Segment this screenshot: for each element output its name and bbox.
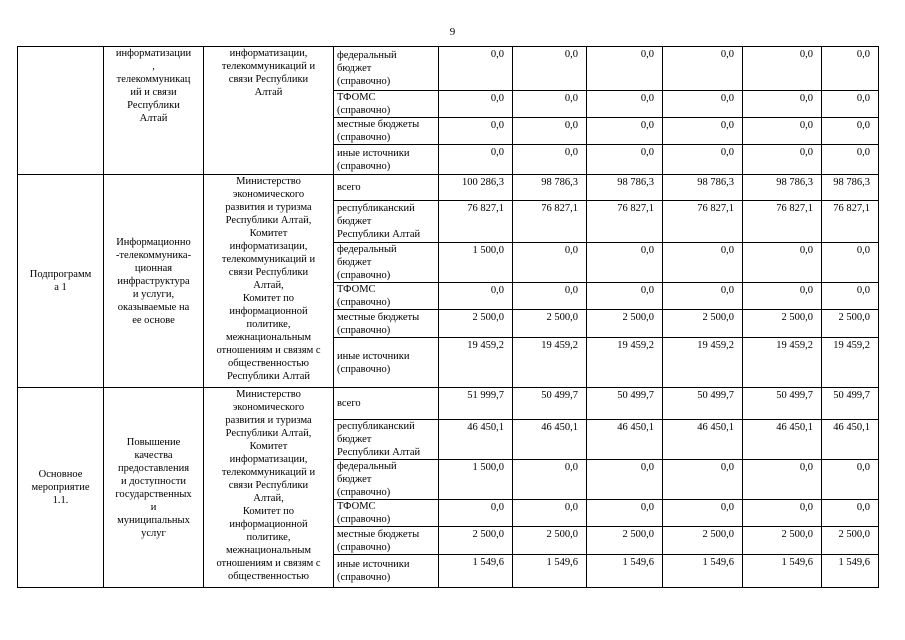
amount-cell: 98 786,3 — [743, 175, 822, 201]
amount-cell: 50 499,7 — [663, 388, 743, 420]
program-name-cell: Информационно -телекоммуника- ционная инфраструктура и услуги, оказываемые на ее основе — [104, 175, 204, 388]
amount-cell: 76 827,1 — [822, 201, 879, 243]
funding-source-cell: иные источники (справочно) — [334, 555, 439, 588]
executor-cell: Министерство экономического развития и туризма Республики Алтай, Комитет информатизации, телекоммуникаций и связи Республики Алтай, Комитет по информационной политике, межнациональным отношениям и связям с общественностью Республики Алтай — [204, 175, 334, 388]
amount-cell: 0,0 — [587, 91, 663, 118]
amount-cell: 0,0 — [587, 460, 663, 500]
amount-cell: 1 549,6 — [663, 555, 743, 588]
amount-cell: 1 549,6 — [439, 555, 513, 588]
amount-cell: 19 459,2 — [822, 338, 879, 388]
funding-source-cell: местные бюджеты (справочно) — [334, 310, 439, 338]
amount-cell: 1 549,6 — [743, 555, 822, 588]
amount-cell: 46 450,1 — [743, 420, 822, 460]
table-row — [18, 388, 879, 420]
amount-cell: 0,0 — [743, 500, 822, 527]
amount-cell: 1 549,6 — [822, 555, 879, 588]
program-level-cell: Основное мероприятие 1.1. — [18, 388, 104, 588]
amount-cell: 0,0 — [822, 47, 879, 91]
amount-cell: 2 500,0 — [513, 310, 587, 338]
amount-cell: 0,0 — [822, 91, 879, 118]
amount-cell: 19 459,2 — [439, 338, 513, 388]
page-number: 9 — [449, 26, 456, 38]
amount-cell: 98 786,3 — [822, 175, 879, 201]
amount-cell: 100 286,3 — [439, 175, 513, 201]
amount-cell: 46 450,1 — [439, 420, 513, 460]
amount-cell: 0,0 — [663, 283, 743, 310]
amount-cell: 0,0 — [439, 47, 513, 91]
amount-cell: 0,0 — [663, 243, 743, 283]
amount-cell: 98 786,3 — [663, 175, 743, 201]
funding-source-cell: местные бюджеты (справочно) — [334, 527, 439, 555]
amount-cell: 46 450,1 — [822, 420, 879, 460]
funding-source-cell: ТФОМС (справочно) — [334, 500, 439, 527]
amount-cell: 0,0 — [439, 145, 513, 175]
amount-cell: 76 827,1 — [663, 201, 743, 243]
amount-cell: 51 999,7 — [439, 388, 513, 420]
amount-cell: 2 500,0 — [743, 527, 822, 555]
amount-cell: 2 500,0 — [587, 310, 663, 338]
amount-cell: 0,0 — [663, 91, 743, 118]
amount-cell: 19 459,2 — [743, 338, 822, 388]
amount-cell: 0,0 — [513, 283, 587, 310]
amount-cell: 1 500,0 — [439, 460, 513, 500]
amount-cell: 2 500,0 — [663, 310, 743, 338]
amount-cell: 0,0 — [587, 47, 663, 91]
table-row — [18, 47, 879, 91]
amount-cell: 0,0 — [743, 243, 822, 283]
amount-cell: 0,0 — [822, 283, 879, 310]
funding-source-cell: федеральный бюджет (справочно) — [334, 47, 439, 91]
amount-cell: 0,0 — [587, 243, 663, 283]
amount-cell: 1 549,6 — [513, 555, 587, 588]
funding-source-cell: федеральный бюджет (справочно) — [334, 460, 439, 500]
amount-cell: 2 500,0 — [822, 527, 879, 555]
amount-cell: 0,0 — [663, 460, 743, 500]
funding-source-cell: ТФОМС (справочно) — [334, 91, 439, 118]
amount-cell: 0,0 — [513, 243, 587, 283]
amount-cell: 76 827,1 — [513, 201, 587, 243]
amount-cell: 0,0 — [587, 145, 663, 175]
amount-cell: 2 500,0 — [822, 310, 879, 338]
executor-cell: Министерство экономического развития и туризма Республики Алтай, Комитет информатизации, телекоммуникаций и связи Республики Алтай, Комитет по информационной политике, межнациональным отношениям и связям с общественностью — [204, 388, 334, 588]
amount-cell: 0,0 — [587, 500, 663, 527]
funding-source-cell: ТФОМС (справочно) — [334, 283, 439, 310]
amount-cell: 2 500,0 — [513, 527, 587, 555]
amount-cell: 50 499,7 — [743, 388, 822, 420]
amount-cell: 2 500,0 — [439, 310, 513, 338]
amount-cell: 0,0 — [743, 91, 822, 118]
amount-cell: 0,0 — [743, 283, 822, 310]
amount-cell: 46 450,1 — [587, 420, 663, 460]
amount-cell: 0,0 — [663, 47, 743, 91]
amount-cell: 0,0 — [822, 145, 879, 175]
amount-cell: 2 500,0 — [587, 527, 663, 555]
amount-cell: 0,0 — [743, 460, 822, 500]
funding-source-cell: всего — [334, 175, 439, 201]
amount-cell: 0,0 — [822, 243, 879, 283]
amount-cell: 0,0 — [439, 500, 513, 527]
executor-cell: информатизации, телекоммуникаций и связи Республики Алтай — [204, 47, 334, 175]
amount-cell: 19 459,2 — [513, 338, 587, 388]
amount-cell: 76 827,1 — [439, 201, 513, 243]
amount-cell: 0,0 — [439, 91, 513, 118]
program-level-cell — [18, 47, 104, 175]
table-body — [18, 47, 879, 588]
financing-table — [17, 46, 879, 588]
program-level-cell: Подпрограмм а 1 — [18, 175, 104, 388]
amount-cell: 0,0 — [663, 145, 743, 175]
amount-cell: 0,0 — [513, 47, 587, 91]
amount-cell: 0,0 — [743, 118, 822, 145]
amount-cell: 2 500,0 — [439, 527, 513, 555]
funding-source-cell: всего — [334, 388, 439, 420]
funding-source-cell: республиканский бюджет Республики Алтай — [334, 201, 439, 243]
amount-cell: 0,0 — [439, 283, 513, 310]
amount-cell: 98 786,3 — [587, 175, 663, 201]
funding-source-cell: местные бюджеты (справочно) — [334, 118, 439, 145]
amount-cell: 0,0 — [743, 47, 822, 91]
amount-cell: 0,0 — [587, 118, 663, 145]
program-name-cell: информатизации , телекоммуникац ий и связи Республики Алтай — [104, 47, 204, 175]
amount-cell: 2 500,0 — [663, 527, 743, 555]
amount-cell: 98 786,3 — [513, 175, 587, 201]
amount-cell: 1 549,6 — [587, 555, 663, 588]
amount-cell: 0,0 — [822, 118, 879, 145]
amount-cell: 0,0 — [439, 118, 513, 145]
amount-cell: 1 500,0 — [439, 243, 513, 283]
amount-cell: 0,0 — [513, 91, 587, 118]
amount-cell: 0,0 — [513, 145, 587, 175]
funding-source-cell: республиканский бюджет Республики Алтай — [334, 420, 439, 460]
amount-cell: 0,0 — [822, 460, 879, 500]
table-row — [18, 175, 879, 201]
funding-source-cell: федеральный бюджет (справочно) — [334, 243, 439, 283]
amount-cell: 0,0 — [587, 283, 663, 310]
amount-cell: 0,0 — [663, 118, 743, 145]
amount-cell: 76 827,1 — [587, 201, 663, 243]
amount-cell: 0,0 — [822, 500, 879, 527]
amount-cell: 46 450,1 — [513, 420, 587, 460]
amount-cell: 0,0 — [513, 460, 587, 500]
amount-cell: 50 499,7 — [822, 388, 879, 420]
amount-cell: 2 500,0 — [743, 310, 822, 338]
amount-cell: 0,0 — [513, 500, 587, 527]
amount-cell: 0,0 — [743, 145, 822, 175]
program-name-cell: Повышение качества предоставления и доступности государственных и муниципальных услуг — [104, 388, 204, 588]
amount-cell: 19 459,2 — [587, 338, 663, 388]
amount-cell: 50 499,7 — [587, 388, 663, 420]
amount-cell: 76 827,1 — [743, 201, 822, 243]
funding-source-cell: иные источники (справочно) — [334, 145, 439, 175]
funding-source-cell: иные источники (справочно) — [334, 338, 439, 388]
amount-cell: 0,0 — [663, 500, 743, 527]
amount-cell: 50 499,7 — [513, 388, 587, 420]
amount-cell: 46 450,1 — [663, 420, 743, 460]
amount-cell: 0,0 — [513, 118, 587, 145]
amount-cell: 19 459,2 — [663, 338, 743, 388]
